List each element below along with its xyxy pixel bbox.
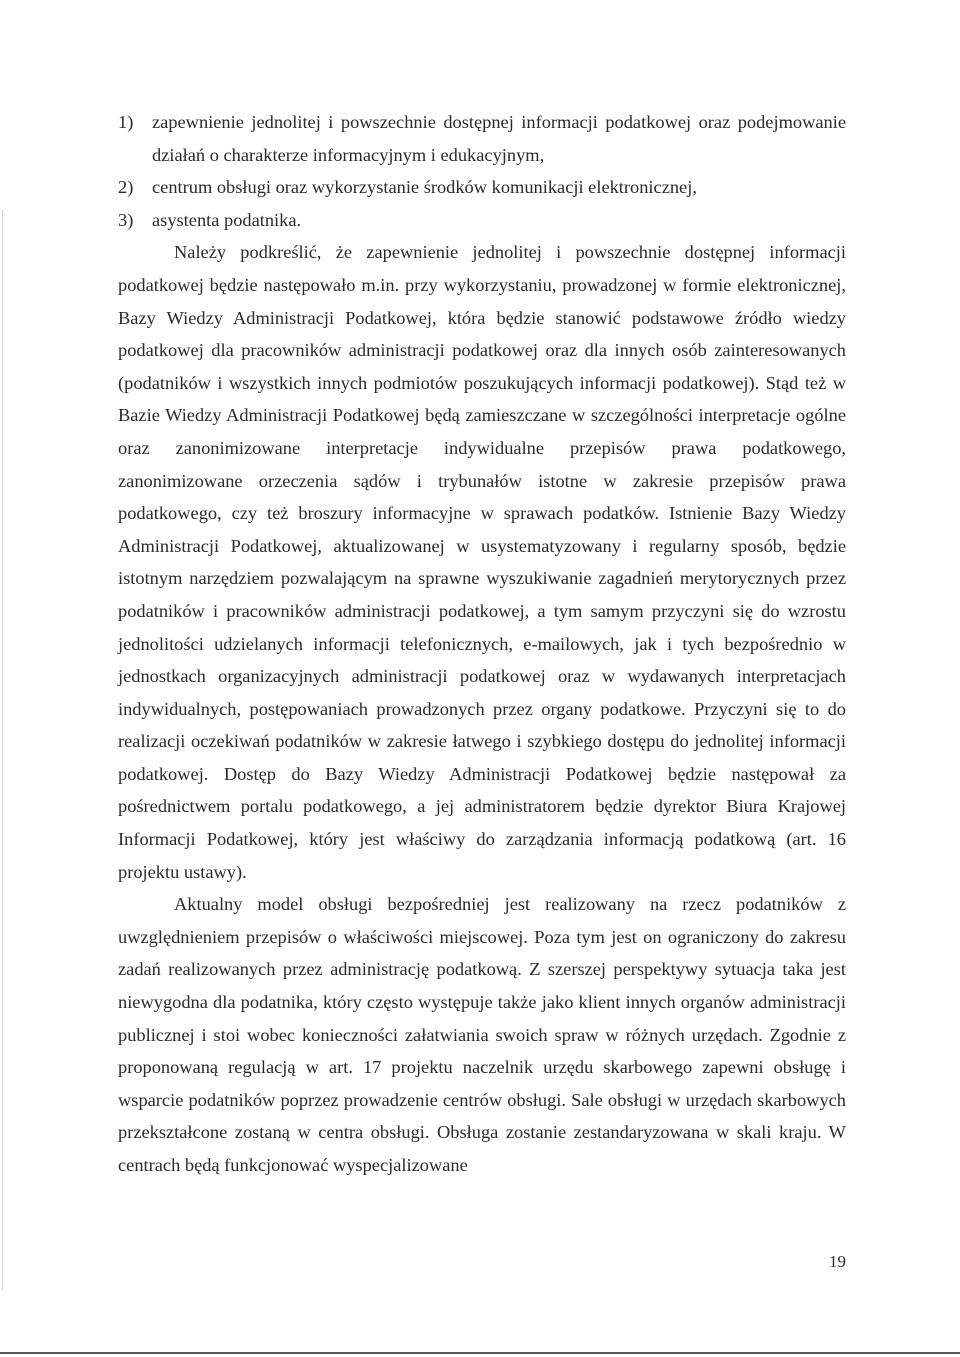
list-number: 2)	[118, 177, 134, 198]
list-text: asystenta podatnika.	[152, 209, 302, 230]
scan-edge-bottom	[0, 1352, 960, 1354]
list-text: centrum obsługi oraz wykorzystanie środków komunikacji elektronicznej,	[152, 177, 697, 198]
list-number: 3)	[118, 209, 134, 230]
list-item	[118, 171, 846, 204]
scan-edge-left	[2, 210, 3, 1290]
list-item	[118, 204, 846, 237]
paragraph: Należy podkreślić, że zapewnienie jednolitej i powszechnie dostępnej informacji podatkowej będzie następowało m.in. przy wykorzystaniu, prowadzonej w formie elektronicznej, Bazy Wiedzy Administracji Podatkowej, która będzie stanowić podstawowe źródło wiedzy podatkowej dla pracowników administracji podatkowej oraz dla innych osób zainteresowanych (podatników i wszystkich innych podmiotów poszukujących informacji podatkowej). Stąd też w Bazie Wiedzy Administracji Podatkowej będą zamieszczane w szczególności interpretacje ogólne oraz zanonimizowane interpretacje indywidualne przepisów prawa podatkowego, zanonimizowane orzeczenia sądów i trybunałów istotne w zakresie przepisów prawa podatkowego, czy też broszury informacyjne w sprawach podatków. Istnienie Bazy Wiedzy Administracji Podatkowej, aktualizowanej w usystematyzowany i regularny sposób, będzie istotnym narzędziem pozwalającym na sprawne wyszukiwanie zagadnień merytorycznych przez podatników i pracowników administracji podatkowej, a tym samym przyczyni się do wzrostu jednolitości udzielanych informacji telefonicznych, e-mailowych, jak i tych bezpośrednio w jednostkach organizacyjnych administracji podatkowej oraz w wydawanych interpretacjach indywidualnych, postępowaniach prowadzonych przez organy podatkowe. Przyczyni się to do realizacji oczekiwań podatników w zakresie łatwego i szybkiego dostępu do jednolitej informacji podatkowej. Dostęp do Bazy Wiedzy Administracji Podatkowej będzie następował za pośrednictwem portalu podatkowego, a jej administratorem będzie dyrektor Biura Krajowej Informacji Podatkowej, który jest właściwy do zarządzania informacją podatkową (art. 16 projektu ustawy).	[118, 242, 846, 882]
list-number: 1)	[118, 112, 134, 132]
page-number: 19	[829, 1252, 846, 1271]
paragraph: Aktualny model obsługi bezpośredniej jest realizowany na rzecz podatników z uwzględnieniem przepisów o właściwości miejscowej. Poza tym jest on ograniczony do zakresu zadań realizowanych przez administrację podatkową. Z szerszej perspektywy sytuacja taka jest niewygodna dla podatnika, który często występuje także jako klient innych organów administracji publicznej i stoi wobec konieczności załatwiania swoich spraw w różnych urzędach. Zgodnie z proponowaną regulacją w art. 17 projektu naczelnik urzędu skarbowego zapewni obsługę i wsparcie podatników poprzez prowadzenie centrów obsługi. Sale obsługi w urzędach skarbowych przekształcone zostaną w centra obsługi. Obsługa zostanie zestandaryzowana w skali kraju. W centrach będą funkcjonować wyspecjalizowane	[118, 894, 846, 1175]
list-item	[118, 106, 846, 171]
document-body	[118, 106, 846, 1182]
list-text: zapewnienie jednolitej i powszechnie dostępnej informacji podatkowej oraz podejmowanie działań o charakterze informacyjnym i edukacyjnym,	[152, 112, 846, 165]
